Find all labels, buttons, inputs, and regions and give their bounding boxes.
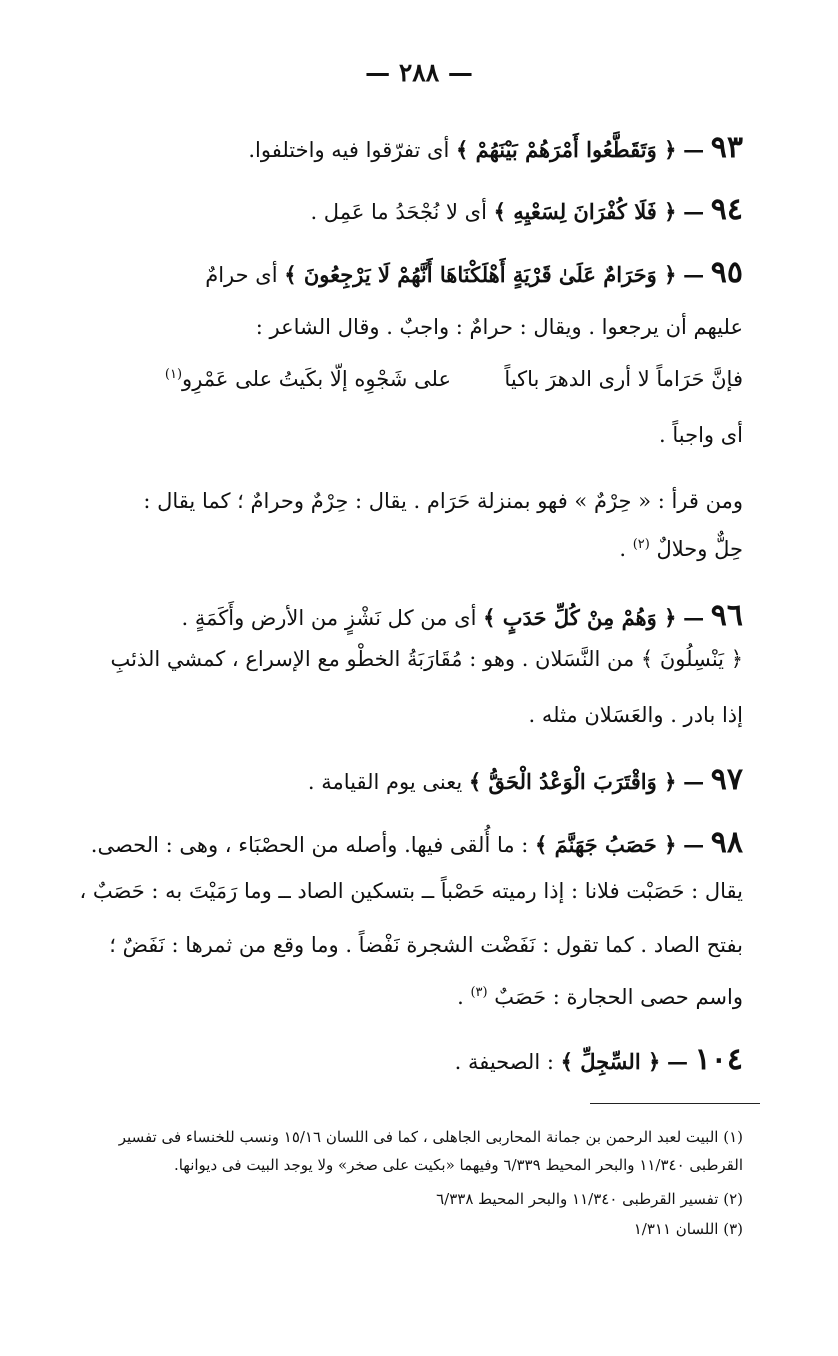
dash: — [683, 199, 705, 224]
text-line: ﴿ يَنْسِلُونَ ﴾ من النَّسَلان . وهو : مُقَارَبَةُ الخطْو مع الإسراع ، كمشي الذئبِ [110, 647, 743, 671]
quran-quote: ﴿ فَلَا كُفْرَانَ لِسَعْيِهِ ﴾ [493, 199, 677, 224]
footnote-2: (٢) تفسير القرطبى ١١/٣٤٠ والبحر المحيط ٦/٣٣٨ [436, 1190, 743, 1208]
verse-hemistich-2: على شَجْوِه إلّا بكَيتُ على عَمْرِو [182, 367, 452, 391]
text-line: أى واجباً . [659, 423, 743, 447]
text-span: . [457, 985, 464, 1009]
text-line: يقال : حَصَبْت فلانا : إذا رميته حَصْباً ــ بتسكين الصاد ــ وما رَمَيْتَ به : حَصَبٌ ، [79, 879, 743, 903]
text-line [619, 536, 743, 563]
footnote-divider [590, 1103, 760, 1104]
text-line: عليهم أن يرجعوا . ويقال : حرامٌ : واجبٌ . وقال الشاعر : [255, 315, 743, 339]
verse-number: ٩٣ [710, 130, 743, 165]
gloss-text: : ما أُلقى فيها. وأصله من الحصْبَاء ، وهى : الحصى. [90, 833, 529, 857]
gloss-text: أى من كل نَشْزٍ من الأرض وأَكَمَةٍ . [181, 606, 477, 630]
footnote-ref: (١) [164, 367, 183, 382]
dash: — [683, 262, 705, 287]
verse-number: ٩٤ [710, 192, 743, 227]
text-line: ومن قرأ : « حِرْمٌ » فهو بمنزلة حَرَام . يقال : حِرْمٌ وحرامٌ ؛ كما يقال : [143, 489, 743, 513]
poetry-line [165, 366, 743, 393]
verse-number: ١٠٤ [694, 1042, 743, 1077]
entry-97 [308, 760, 743, 799]
quran-quote: ﴿ وَاقْتَرَبَ الْوَعْدُ الْحَقُّ ﴾ [468, 769, 677, 794]
footnote-ref: (٢) [632, 537, 650, 552]
gloss-text: أى تفرّقوا فيه واختلفوا. [248, 138, 450, 162]
verse-number: ٩٦ [710, 598, 743, 633]
text-line [457, 984, 743, 1011]
text-span: واسم حصى الحجارة : حَصَبٌ [494, 985, 743, 1009]
entry-95 [205, 253, 743, 292]
entry-94 [310, 190, 743, 229]
dash: — [666, 1049, 688, 1074]
quran-quote: ﴿ وَحَرَامٌ عَلَىٰ قَرْيَةٍ أَهْلَكْنَاهَا أَنَّهُمْ لَا يَرْجِعُونَ ﴾ [284, 262, 677, 287]
text-span: . [619, 537, 626, 561]
dash: — [683, 137, 705, 162]
footnote-3: (٣) اللسان ١/٣١١ [633, 1220, 743, 1238]
gloss-text: : الصحيفة . [454, 1050, 554, 1074]
entry-96 [182, 596, 744, 635]
verse-hemistich-1: فإنَّ حَرَاماً لا أرى الدهرَ باكياً [504, 367, 743, 391]
dash: — [683, 605, 705, 630]
page-number: — ٢٨٨ — [365, 58, 473, 87]
footnote-ref: (٣) [470, 985, 488, 1000]
gloss-text: أى حرامٌ [205, 263, 278, 287]
verse-number: ٩٨ [710, 825, 743, 860]
quran-quote: ﴿ السِّجِلِّ ﴾ [560, 1049, 661, 1074]
dash: — [683, 769, 705, 794]
entry-93 [248, 128, 743, 167]
footnote-1: (١) البيت لعبد الرحمن بن جمانة المحاربى الجاهلى ، كما فى اللسان ١٥/١٦ ونسب للخنساء فى تفسير [118, 1128, 743, 1146]
text-line: بفتح الصاد . كما تقول : نَفَضْت الشجرة نَفْضاً . وما وقع من ثمرها : نَفَضٌ ؛ [109, 933, 743, 957]
text-span: حِلٌّ وحلالٌ [656, 537, 743, 561]
gloss-text: أى لا نُجْحَدُ ما عَمِل . [310, 200, 487, 224]
quran-quote: ﴿ وَهُمْ مِنْ كُلِّ حَدَبٍ ﴾ [483, 605, 677, 630]
quran-quote: ﴿ وَتَقَطَّعُوا أَمْرَهُمْ بَيْنَهُمْ ﴾ [455, 137, 677, 162]
verse-number: ٩٥ [710, 255, 743, 290]
text-line: إذا بادر . والعَسَلان مثله . [528, 703, 743, 727]
quran-quote: ﴿ حَصَبُ جَهَنَّمَ ﴾ [535, 832, 677, 857]
gloss-text: يعنى يوم القيامة . [307, 770, 463, 794]
verse-number: ٩٧ [710, 762, 743, 797]
footnote-1-cont: القرطبى ١١/٣٤٠ والبحر المحيط ٦/٣٣٩ وفيهما «بكيت على صخر» ولا يوجد البيت فى ديوانها. [173, 1156, 743, 1174]
entry-98 [91, 823, 743, 862]
entry-104 [455, 1040, 743, 1079]
dash: — [683, 832, 705, 857]
